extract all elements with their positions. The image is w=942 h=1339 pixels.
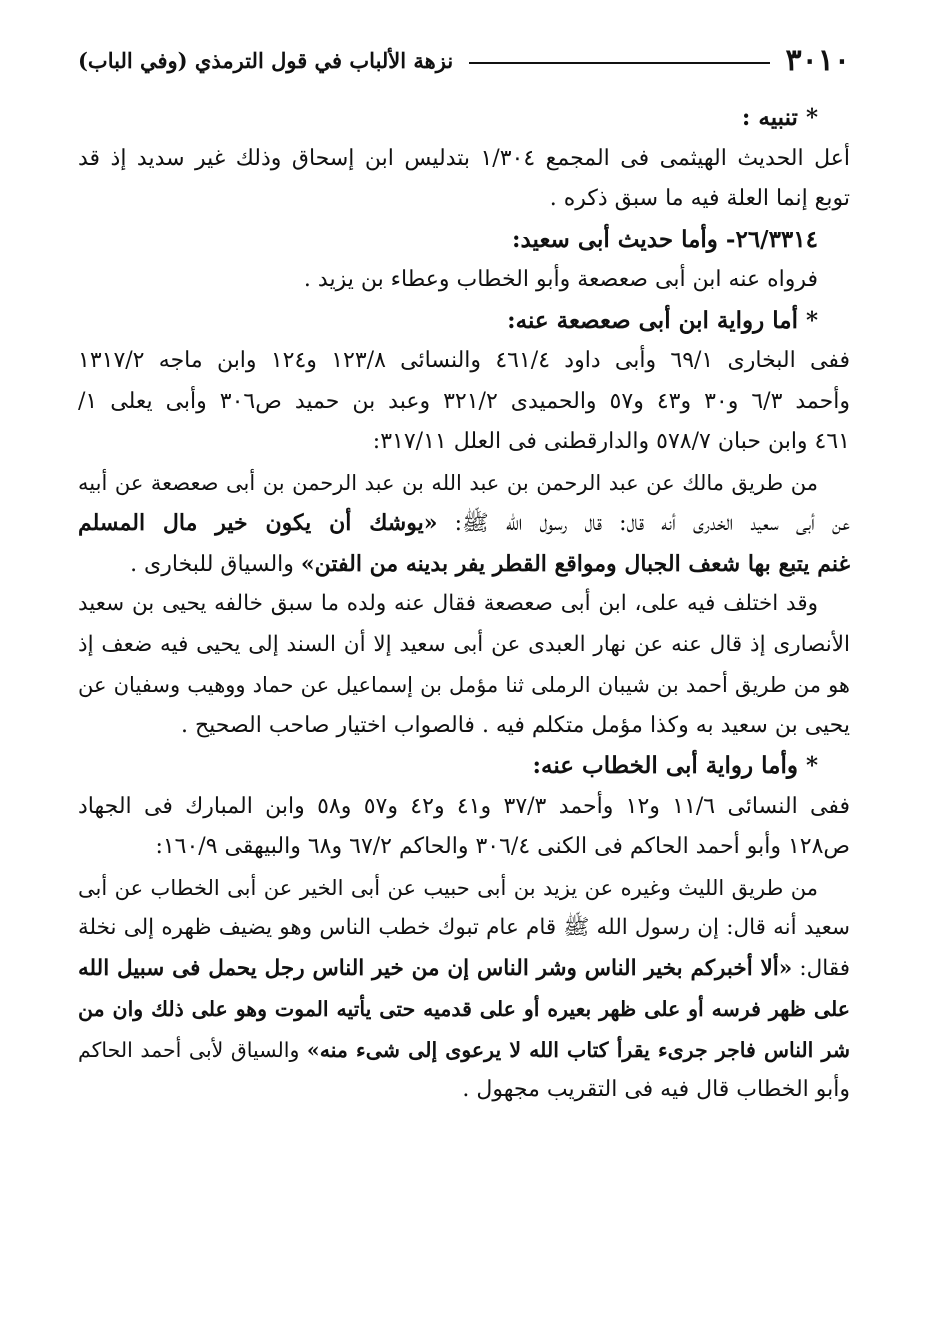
abu-sasaa-sources-2: وأحمد ٦/٣ و٣٠ و٤٣ و٥٧ والحميدى ٣٢١/٢ وعبد بن حميد ص٣٠٦ وأبى يعلى ١/: [78, 388, 850, 414]
book-title: نزهة الألباب في قول الترمذي (وفي الباب): [78, 47, 454, 73]
section-intro: فرواه عنه ابن أبى صعصعة وأبو الخطاب وعطاء بن يزيد .: [303, 267, 818, 292]
abu-sasaa-attribution: والسياق للبخارى .: [130, 551, 294, 577]
abu-khattab-hadith-3: «ألا أخبركم بخير الناس وشر الناس إن من خير الناس رجل يحمل فى سبيل الله: [78, 955, 793, 981]
abu-khattab-chain-3: [78, 949, 850, 990]
abu-sasaa-chain-2a: عن أبى سعيد الخدرى أنه قال: قال رسول الله ﷺ:: [454, 511, 850, 536]
abu-sasaa-chain-1: من طريق مالك عن عبد الرحمن بن عبد الله بن عبد الرحمن بن أبى صعصعة عن أبيه: [78, 470, 818, 495]
abu-khattab-chain-2: سعيد أنه قال: إن رسول الله ﷺ قام عام تبوك خطب الناس وهو يضيف ظهره إلى نخلة: [78, 915, 850, 940]
discussion-line-3: هو من طريق أحمد بن شيبان الرملى ثنا مؤمل بن إسماعيل عن حماد ووهيب وسفيان عن: [78, 673, 850, 697]
abu-khattab-chain-6: وأبو الخطاب قال فيه فى التقريب مجهول .: [462, 1077, 850, 1102]
discussion-line-2: الأنصارى إذ قال عنه عن نهار العبدى عن أبى سعيد إلا أن السند إلى يحيى فيه ضعف إذ: [78, 631, 850, 657]
abu-khattab-hadith-4: على ظهر فرسه أو على ظهر بعيره أو على قدميه حتى يأتيه الموت وهو على ذلك وان من: [78, 997, 850, 1021]
discussion-line-1: وقد اختلف فيه على، ابن أبى صعصعة فقال عنه ولده ما سبق خالفه يحيى بن سعيد: [78, 591, 818, 616]
notice-line-2: توبع إنما العلة فيه ما سبق ذكره .: [549, 186, 850, 211]
abu-khattab-sources-2: ص١٢٨ وأبو أحمد الحاكم فى الكنى ٣٠٦/٤ والحاكم ٦٧/٢ و٦٨ والبيهقى ١٦٠/٩:: [155, 834, 850, 859]
abu-sasaa-chain-2: [78, 503, 850, 544]
header-rule: [469, 62, 769, 64]
section-heading: ٢٦/٣٣١٤- وأما حديث أبى سعيد:: [511, 225, 818, 253]
abu-sasaa-hadith-3: غنم يتبع بها شعف الجبال ومواقع القطر يفر بدينه من الفتن»: [300, 550, 850, 577]
abu-sasaa-sources-1: ففى البخارى ٦٩/١ وأبى داود ٤٦١/٤ والنسائى ١٢٣/٨ و١٢٤ وابن ماجه ١٣١٧/٢: [78, 348, 851, 373]
abu-khattab-chain-3a: فقال:: [799, 955, 850, 981]
body-text: [78, 98, 850, 1111]
page-number: ٣٠١٠: [785, 42, 850, 78]
abu-khattab-chain-1: من طريق الليث وغيره عن يزيد بن أبى حبيب عن أبى الخير عن أبى الخطاب عن أبى: [78, 875, 818, 900]
abu-khattab-attribution: والسياق لأبى أحمد الحاكم: [78, 1037, 300, 1062]
notice-line-1: أعل الحديث الهيثمى فى المجمع ١/٣٠٤ بتدليس ابن إسحاق وذلك غير سديد إذ قد: [78, 145, 850, 171]
abu-khattab-sources-1: ففى النسائى ١١/٦ و١٢ وأحمد ٣٧/٣ و٤١ و٤٢ و٥٧ و٥٨ وابن المبارك فى الجهاد: [78, 793, 851, 819]
abu-khattab-hadith-5: شر الناس فاجر جرىء يقرأ كتاب الله لا يرعوى إلى شىء منه»: [306, 1037, 850, 1062]
abu-khattab-heading: * وأما رواية أبى الخطاب عنه:: [532, 752, 818, 779]
notice-heading: * تنبيه :: [741, 104, 818, 131]
abu-sasaa-heading: * أما رواية ابن أبى صعصعة عنه:: [507, 306, 818, 334]
running-header: [78, 40, 850, 80]
abu-sasaa-chain-3: [78, 544, 850, 585]
discussion-line-4: يحيى بن سعيد به وكذا مؤمل متكلم فيه . فالصواب اختيار صاحب الصحيح .: [180, 712, 850, 738]
abu-sasaa-sources-3: ٤٦١ وابن حبان ٥٧٨/٧ والدارقطنى فى العلل ٣١٧/١١:: [372, 429, 850, 454]
abu-khattab-chain-5: [78, 1030, 850, 1071]
abu-sasaa-hadith-2: «يوشك أن يكون خير مال المسلم: [78, 510, 438, 536]
